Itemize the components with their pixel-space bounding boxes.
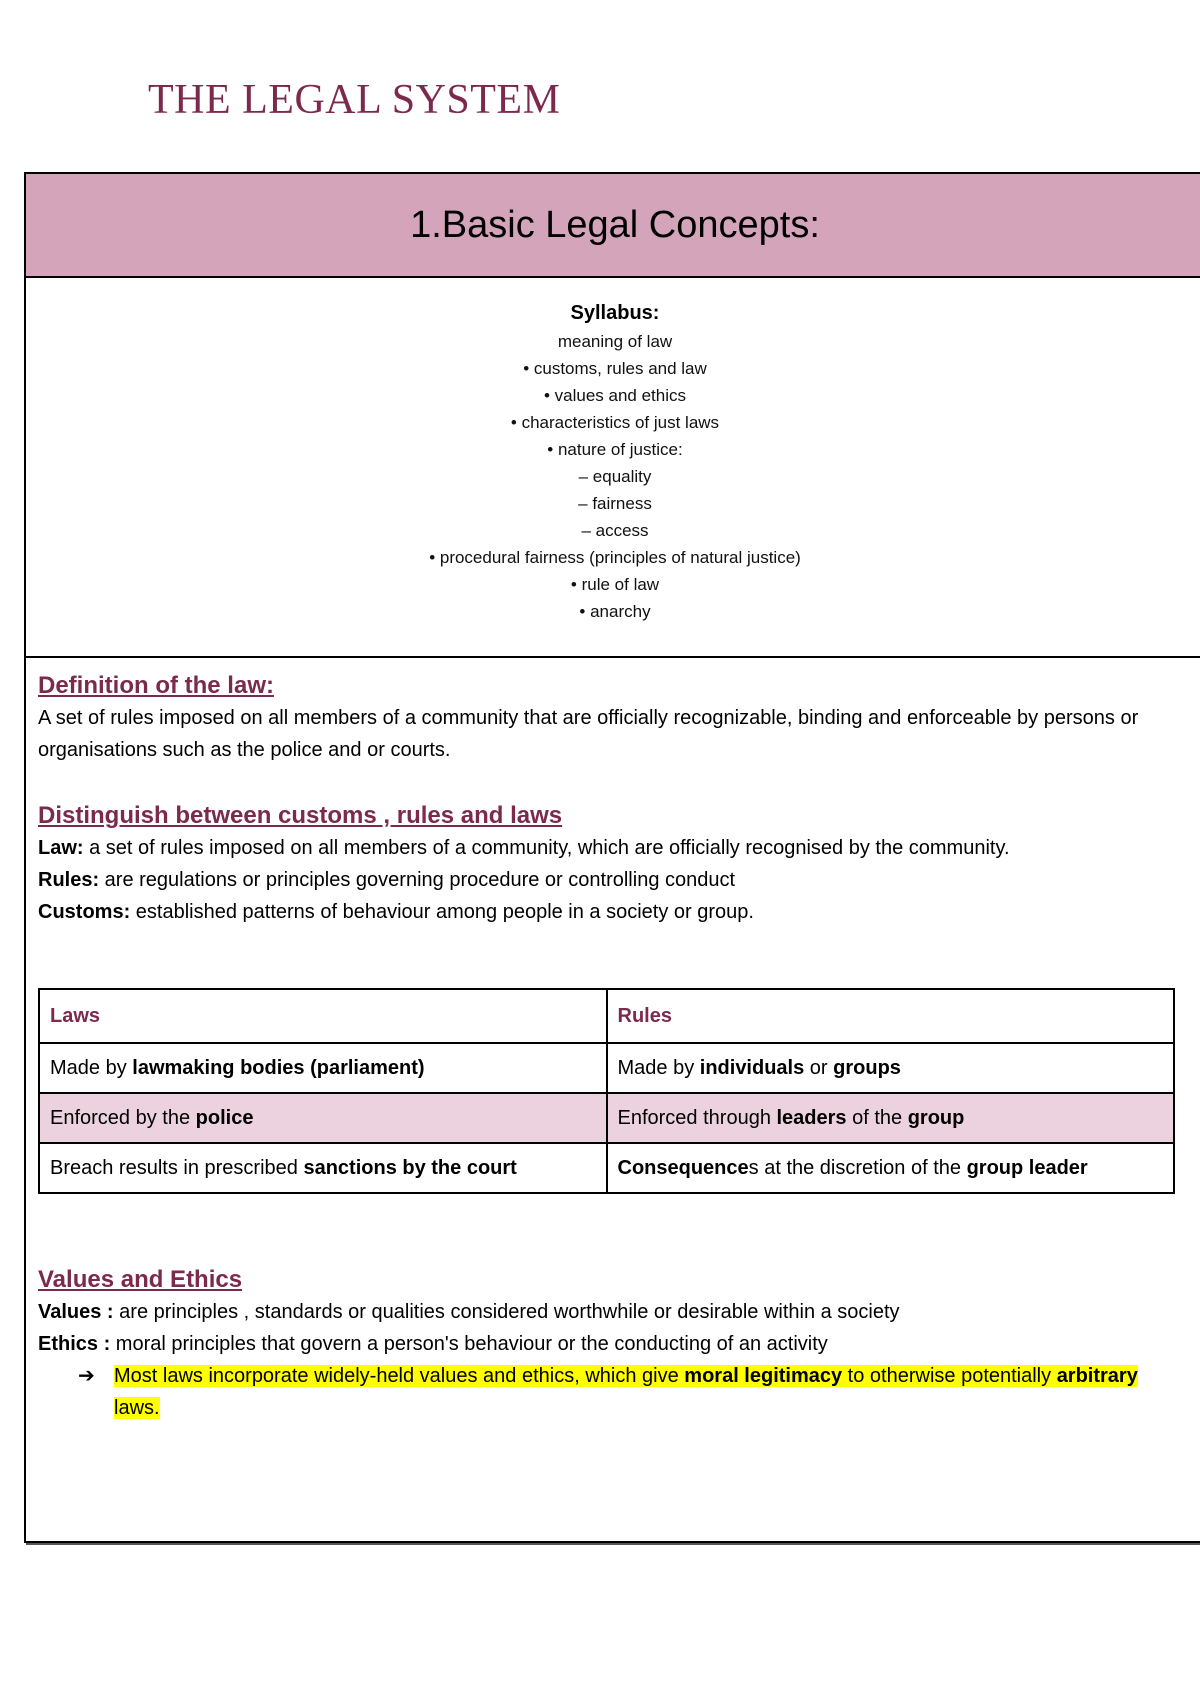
cell-text-bold: leaders bbox=[776, 1107, 847, 1129]
law-definition bbox=[38, 832, 1188, 864]
values-definition bbox=[38, 1296, 1188, 1328]
table-cell-rules bbox=[607, 1093, 1175, 1143]
ethics-text: moral principles that govern a person's behaviour or the conducting of an activity bbox=[110, 1333, 828, 1355]
note-part-bold: moral legitimacy bbox=[684, 1365, 843, 1387]
values-label: Values : bbox=[38, 1301, 114, 1323]
note-part: to otherwise potentially bbox=[842, 1365, 1057, 1387]
syllabus-item: • values and ethics bbox=[543, 386, 687, 405]
note-text bbox=[114, 1360, 1188, 1424]
ethics-label: Ethics : bbox=[38, 1333, 111, 1355]
syllabus-box bbox=[26, 278, 1200, 658]
note-part-bold: arbitrary bbox=[1056, 1365, 1138, 1387]
cell-text-bold: groups bbox=[833, 1057, 901, 1079]
laws-vs-rules-table bbox=[38, 988, 1175, 1194]
customs-definition bbox=[38, 896, 1188, 928]
cell-text: Breach results in prescribed bbox=[50, 1157, 304, 1179]
cell-text-bold: group leader bbox=[966, 1157, 1088, 1179]
syllabus-item: • characteristics of just laws bbox=[510, 413, 720, 432]
ethics-definition bbox=[38, 1328, 1188, 1360]
definition-text: A set of rules imposed on all members of a community that are officially recognizable, binding and enforceable by persons or organisations such as the police and or courts. bbox=[38, 707, 1139, 761]
table-cell-laws bbox=[39, 1093, 607, 1143]
syllabus-item: • rule of law bbox=[570, 575, 660, 594]
cell-text: of the bbox=[846, 1107, 908, 1129]
table-header-row bbox=[39, 989, 1174, 1043]
cell-text-bold: individuals bbox=[699, 1057, 805, 1079]
table-cell-laws bbox=[39, 1143, 607, 1193]
syllabus-item: – equality bbox=[578, 467, 652, 486]
syllabus-item: – fairness bbox=[578, 494, 652, 513]
section-header: 1.Basic Legal Concepts: bbox=[26, 174, 1200, 278]
content-area bbox=[38, 660, 1188, 1424]
definition-heading: Definition of the law: bbox=[38, 672, 274, 699]
syllabus-item: • procedural fairness (principles of natural justice) bbox=[429, 548, 801, 567]
table-cell-rules bbox=[607, 1143, 1175, 1193]
cell-text: or bbox=[804, 1057, 834, 1079]
arrow-icon: ➔ bbox=[78, 1365, 95, 1387]
cell-text-bold: group bbox=[907, 1107, 965, 1129]
values-text: are principles , standards or qualities considered worthwhile or desirable within a society bbox=[113, 1301, 900, 1323]
document-title: THE LEGAL SYSTEM bbox=[148, 77, 561, 123]
cell-text: Made by bbox=[50, 1057, 133, 1079]
distinguish-heading: Distinguish between customs , rules and laws bbox=[38, 802, 563, 829]
rules-definition bbox=[38, 864, 1188, 896]
syllabus-item: • nature of justice: bbox=[547, 440, 683, 459]
table-header-rules: Rules bbox=[607, 989, 1175, 1043]
highlighted-note bbox=[38, 1360, 1188, 1424]
syllabus-item: • anarchy bbox=[579, 602, 651, 621]
syllabus-item: • customs, rules and law bbox=[523, 359, 707, 378]
table-cell-laws bbox=[39, 1043, 607, 1093]
table-header-laws: Laws bbox=[39, 989, 607, 1043]
table-row bbox=[39, 1043, 1174, 1093]
customs-text: established patterns of behaviour among people in a society or group. bbox=[130, 901, 754, 923]
cell-text-bold: Consequence bbox=[617, 1157, 749, 1179]
cell-text-bold: sanctions by the court bbox=[303, 1157, 517, 1179]
law-label: Law: bbox=[38, 837, 84, 859]
table-row bbox=[39, 1143, 1174, 1193]
cell-text-bold: police bbox=[195, 1107, 254, 1129]
values-heading: Values and Ethics bbox=[38, 1266, 243, 1293]
syllabus-item: – access bbox=[581, 521, 649, 540]
syllabus-title: Syllabus: bbox=[570, 302, 660, 324]
customs-label: Customs: bbox=[38, 901, 131, 923]
law-text: a set of rules imposed on all members of a community, which are officially recognised by the community. bbox=[83, 837, 1010, 859]
rules-label: Rules: bbox=[38, 869, 100, 891]
table-row bbox=[39, 1093, 1174, 1143]
cell-text-bold: lawmaking bodies (parliament) bbox=[132, 1057, 425, 1079]
cell-text: Enforced by the bbox=[50, 1107, 196, 1129]
section-frame bbox=[24, 172, 1200, 1543]
note-part: laws. bbox=[114, 1397, 160, 1419]
table-cell-rules bbox=[607, 1043, 1175, 1093]
note-part: Most laws incorporate widely-held values and ethics, which give bbox=[114, 1365, 685, 1387]
cell-text: s at the discretion of the bbox=[748, 1157, 967, 1179]
syllabus-item: meaning of law bbox=[557, 332, 673, 351]
rules-text: are regulations or principles governing procedure or controlling conduct bbox=[99, 869, 736, 891]
cell-text: Enforced through bbox=[617, 1107, 777, 1129]
cell-text: Made by bbox=[617, 1057, 700, 1079]
